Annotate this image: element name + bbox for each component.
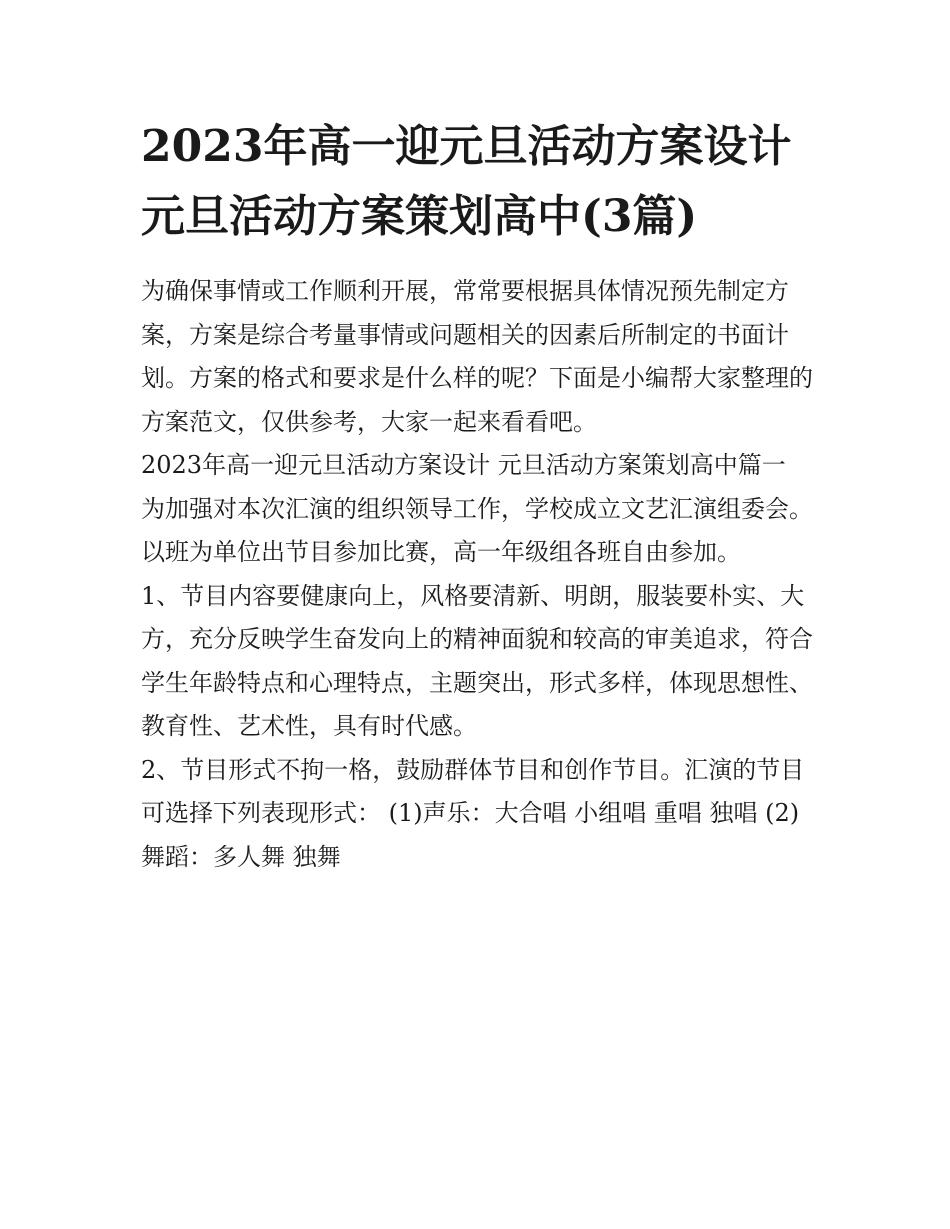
rule-1-paragraph: 1、节目内容要健康向上，风格要清新、明朗，服装要朴实、大方，充分反映学生奋发向上的精神面貌和较高的审美追求，符合学生年龄特点和心理特点，主题突出，形式多样，体现思想性、教育性、艺术性，具有时代感。 [141, 581, 813, 740]
organization-paragraph: 为加强对本次汇演的组织领导工作，学校成立文艺汇演组委会。 [141, 494, 813, 523]
document-page [141, 112, 821, 879]
section-heading-paragraph: 2023年高一迎元旦活动方案设计 元旦活动方案策划高中篇一 [141, 451, 786, 479]
participation-paragraph: 以班为单位出节目参加比赛，高一年级组各班自由参加。 [141, 538, 741, 566]
intro-paragraph: 为确保事情或工作顺利开展，常常要根据具体情况预先制定方案，方案是综合考量事情或问题相关的因素后所制定的书面计划。方案的格式和要求是什么样的呢？下面是小编帮大家整理的方案范文，仅供参考，大家一起来看看吧。 [141, 277, 813, 436]
document-body [141, 270, 821, 879]
document-title: 2023年高一迎元旦活动方案设计 元旦活动方案策划高中(3篇) [141, 121, 792, 242]
rule-2-paragraph: 2、节目形式不拘一格，鼓励群体节目和创作节目。汇演的节目可选择下列表现形式： (1)声乐：大合唱 小组唱 重唱 独唱 (2)舞蹈：多人舞 独舞 [141, 755, 805, 871]
